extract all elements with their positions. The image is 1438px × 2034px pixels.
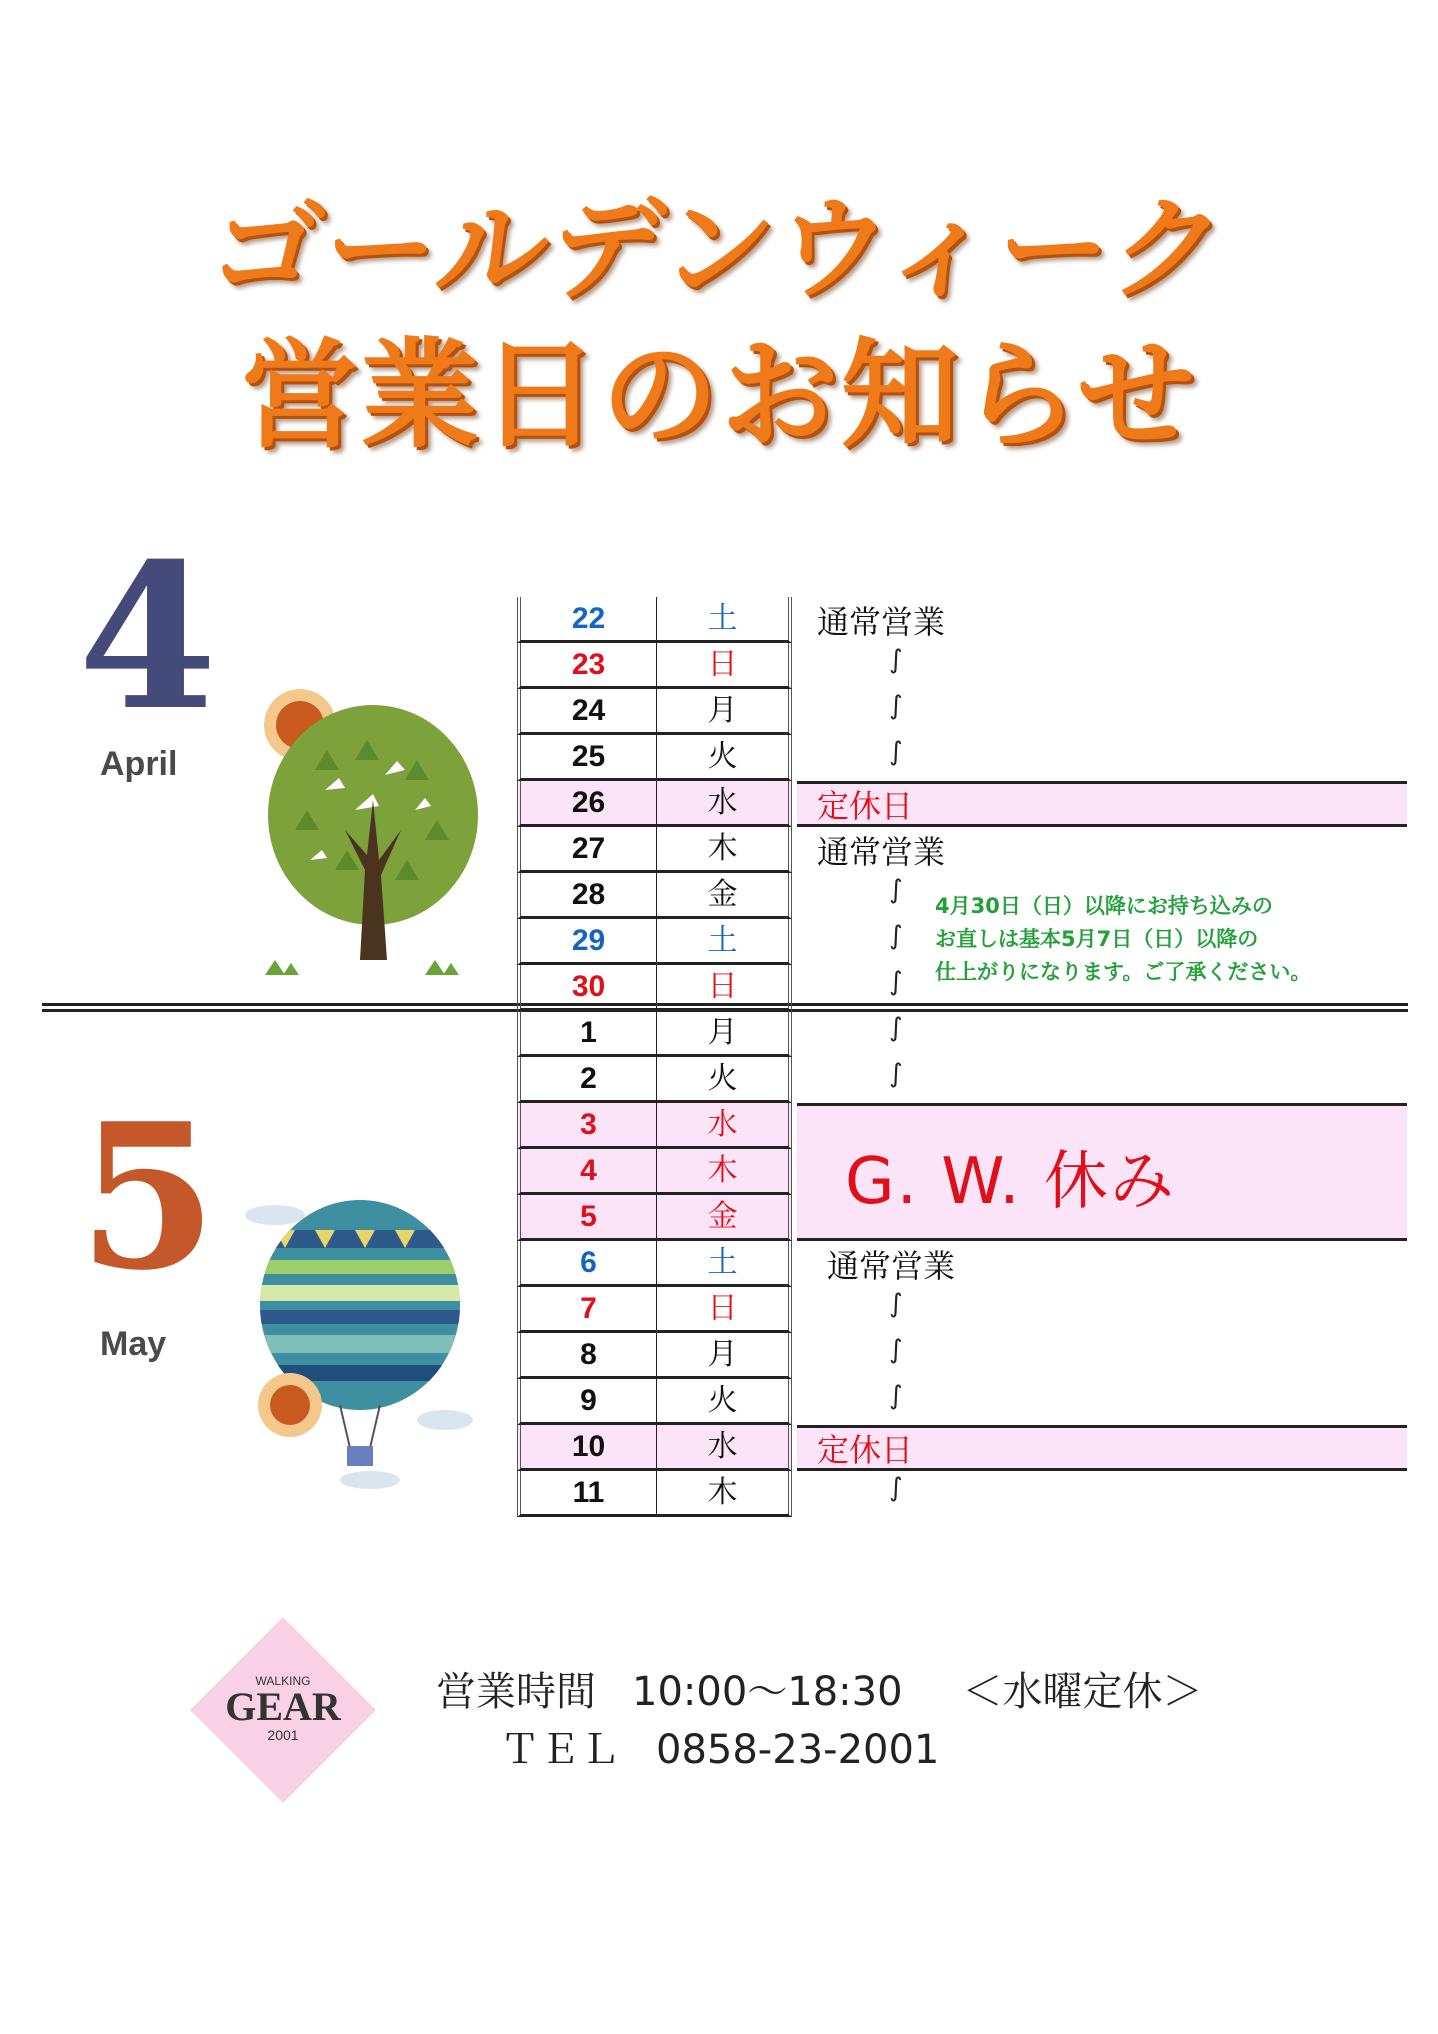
- tilde-mark: ∫: [889, 1059, 903, 1089]
- regular-hours-note: 通常営業: [827, 1247, 956, 1285]
- table-row: 27 木: [517, 827, 1407, 873]
- table-row: 1 月: [517, 1011, 1407, 1057]
- tilde-mark: ∫: [889, 967, 903, 997]
- table-row: 5 金: [517, 1195, 1407, 1241]
- tilde-mark: ∫: [889, 1335, 903, 1365]
- tilde-mark: ∫: [889, 1013, 903, 1043]
- calendar-table: [517, 597, 1407, 1517]
- tilde-mark: ∫: [889, 1381, 903, 1411]
- regular-hours-note: 通常営業: [817, 603, 946, 641]
- closed-day-note: 定休日: [817, 787, 914, 825]
- tilde-mark: ∫: [889, 1289, 903, 1319]
- table-row: 6 土: [517, 1241, 1407, 1287]
- april-number: 4: [78, 520, 218, 755]
- table-row: 29 土: [517, 919, 1407, 965]
- tree-illustration: [255, 680, 485, 980]
- table-row: 11 木: [517, 1471, 1407, 1517]
- table-row: 22 土: [517, 597, 1407, 643]
- notice-line-2: お直しは基本5月7日（日）以降の: [935, 927, 1259, 951]
- title-line-1: ゴールデンウィーク: [203, 185, 1233, 315]
- tel-label: ＴＥＬ: [500, 1727, 620, 1773]
- repair-notice: [935, 890, 1311, 989]
- table-row: 10 水: [517, 1425, 1407, 1471]
- table-row: 2 火: [517, 1057, 1407, 1103]
- notice-line-3: 仕上がりになります。ご了承ください。: [935, 960, 1312, 984]
- tel-value: 0858-23-2001: [656, 1727, 940, 1773]
- closed-day-note: 定休日: [817, 1431, 914, 1469]
- table-row: 28 金: [517, 873, 1407, 919]
- hours-value: 10:00〜18:30: [632, 1669, 903, 1715]
- may-label: May: [100, 1325, 167, 1363]
- april-label: April: [100, 745, 178, 783]
- tilde-mark: ∫: [889, 875, 903, 905]
- may-number: 5: [78, 1080, 218, 1315]
- regular-hours-note: 通常営業: [817, 833, 946, 871]
- tilde-mark: ∫: [889, 691, 903, 721]
- notice-line-1: 4月30日（日）以降にお持ち込みの: [935, 894, 1273, 918]
- tilde-mark: ∫: [889, 1473, 903, 1503]
- telephone: [500, 1718, 939, 1775]
- table-row: 7 日: [517, 1287, 1407, 1333]
- gw-holiday-label: G. W. 休み: [845, 1145, 1176, 1219]
- table-row: 30 日: [517, 965, 1407, 1011]
- title-line-2: 営業日のお知らせ: [240, 326, 1198, 464]
- table-row: 9 火: [517, 1379, 1407, 1425]
- walking-gear-logo: [188, 1615, 378, 1805]
- closed-day-info: ＜水曜定休＞: [962, 1669, 1203, 1715]
- table-row: 23 日: [517, 643, 1407, 689]
- table-row: 8 月: [517, 1333, 1407, 1379]
- logo-bottom-text: 2001: [267, 1727, 299, 1743]
- business-hours: [436, 1660, 1203, 1717]
- balloon-illustration: [245, 1190, 475, 1490]
- tilde-mark: ∫: [889, 645, 903, 675]
- logo-top-text: WALKING: [255, 1674, 311, 1688]
- tilde-mark: ∫: [889, 921, 903, 951]
- table-row: 26 水: [517, 781, 1407, 827]
- table-row: 25 火: [517, 735, 1407, 781]
- tilde-mark: ∫: [889, 737, 903, 767]
- table-row: 24 月: [517, 689, 1407, 735]
- hours-label: 営業時間: [436, 1669, 596, 1715]
- table-row: 4 木: [517, 1149, 1407, 1195]
- table-row: 3 水: [517, 1103, 1407, 1149]
- logo-main-text: GEAR: [225, 1684, 341, 1729]
